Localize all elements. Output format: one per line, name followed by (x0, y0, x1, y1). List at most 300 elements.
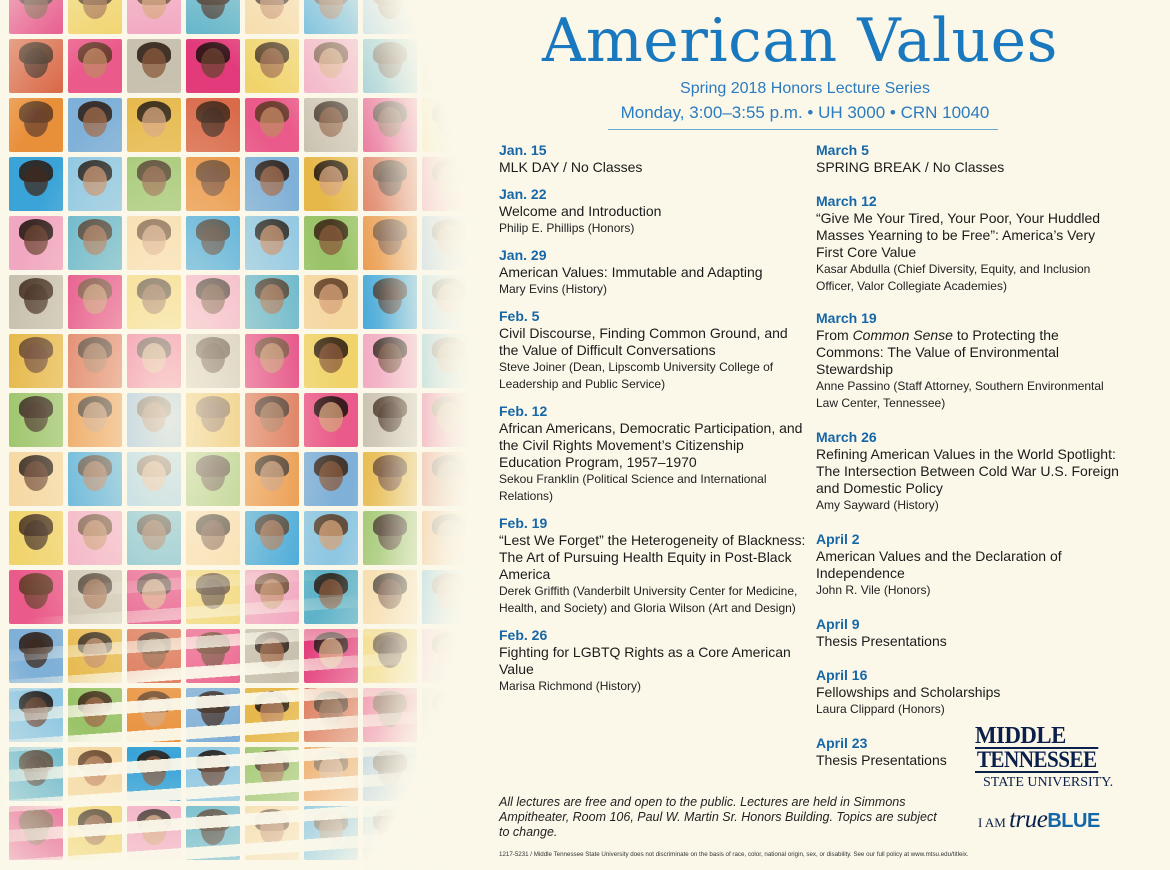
portrait-photo (363, 688, 417, 742)
portrait-face-shape (83, 225, 107, 255)
lecture-entry (816, 531, 1124, 599)
lecture-entry (499, 186, 807, 237)
portrait-photo (68, 39, 122, 93)
portrait-face-shape (83, 461, 107, 491)
portrait-photo (245, 629, 299, 683)
lecture-topic-italic: Common Sense (852, 327, 953, 343)
portrait-photo (245, 216, 299, 270)
portrait-face-shape (319, 48, 343, 78)
lecture-speaker: Sekou Franklin (Political Science and International Relations) (499, 472, 767, 503)
portrait-face-shape (319, 520, 343, 550)
portrait-face-shape (378, 107, 402, 137)
portrait-face-shape (437, 48, 461, 78)
portrait-photo (9, 452, 63, 506)
lecture-topic: “Lest We Forget” the Heterogeneity of Blackness: The Art of Pursuing Health Equity in Post-Black America (499, 532, 806, 582)
portrait-face-shape (201, 166, 225, 196)
portrait-face-shape (319, 697, 343, 727)
portrait-face-shape (201, 638, 225, 668)
portrait-face-shape (437, 756, 461, 786)
portrait-face-shape (319, 0, 343, 19)
portrait-photo (68, 98, 122, 152)
portrait-face-shape (142, 225, 166, 255)
lecture-topic: Fighting for LGBTQ Rights as a Core American Value (499, 644, 791, 677)
portrait-photo (127, 216, 181, 270)
tagline-blue: BLUE (1047, 810, 1100, 832)
portrait-face-shape (378, 520, 402, 550)
portrait-photo (304, 98, 358, 152)
portrait-face-shape (378, 697, 402, 727)
lecture-topic: Refining American Values in the World Spotlight: The Intersection Between Cold War U.S. Foreign and Domestic Policy (816, 446, 1119, 496)
portrait-face-shape (378, 461, 402, 491)
portrait-face-shape (437, 343, 461, 373)
portrait-photo (245, 452, 299, 506)
portrait-photo (9, 0, 63, 34)
portrait-photo (127, 98, 181, 152)
portrait-face-shape (24, 638, 48, 668)
portrait-photo (68, 0, 122, 34)
portrait-photo (9, 570, 63, 624)
portrait-face-shape (201, 815, 225, 845)
portrait-photo (9, 157, 63, 211)
portrait-face-shape (319, 402, 343, 432)
portrait-face-shape (24, 166, 48, 196)
portrait-photo (186, 570, 240, 624)
portrait-face-shape (260, 579, 284, 609)
portrait-photo (363, 334, 417, 388)
portrait-face-shape (260, 461, 284, 491)
portrait-photo (304, 452, 358, 506)
portrait-face-shape (201, 461, 225, 491)
portrait-face-shape (260, 225, 284, 255)
portrait-photo (127, 452, 181, 506)
tagline-i-am: I AM (978, 815, 1010, 830)
portrait-photo (68, 393, 122, 447)
portrait-photo (68, 747, 122, 801)
portrait-face-shape (142, 0, 166, 19)
portrait-photo (68, 570, 122, 624)
portrait-face-shape (142, 697, 166, 727)
true-blue-tagline (978, 806, 1128, 834)
lecture-topic-part: to Protecting the Commons: The Value of Environmental Stewardship (816, 327, 1060, 377)
portrait-photo (127, 334, 181, 388)
portrait-face-shape (201, 343, 225, 373)
lecture-topic: American Values and the Declaration of Independence (816, 548, 1062, 581)
lecture-speaker: Kasar Abdulla (Chief Diversity, Equity, and Inclusion Officer, Valor Collegiate Academies) (816, 262, 1091, 293)
portrait-photo (186, 688, 240, 742)
portrait-photo (363, 511, 417, 565)
lecture-topic: Fellowships and Scholarships (816, 684, 1001, 700)
portrait-photo (245, 39, 299, 93)
lecture-topic: MLK DAY / No Classes (499, 159, 643, 175)
portrait-face-shape (83, 756, 107, 786)
portrait-photo (9, 511, 63, 565)
portrait-photo (363, 39, 417, 93)
portrait-photo (9, 688, 63, 742)
lecture-entry (499, 308, 807, 393)
portrait-face-shape (437, 638, 461, 668)
portrait-face-shape (142, 48, 166, 78)
lecture-entry (816, 667, 1124, 718)
portrait-photo (68, 216, 122, 270)
portrait-face-shape (83, 520, 107, 550)
portrait-face-shape (201, 756, 225, 786)
portrait-photo (68, 629, 122, 683)
series-subtitle: Spring 2018 Honors Lecture Series (680, 80, 930, 97)
portrait-photo (9, 275, 63, 329)
portrait-face-shape (437, 461, 461, 491)
portrait-face-shape (24, 107, 48, 137)
portrait-photo (68, 511, 122, 565)
portrait-face-shape (378, 284, 402, 314)
portrait-face-shape (319, 107, 343, 137)
portrait-photo (363, 216, 417, 270)
logo-state-university: STATE UNIVERSITY. (983, 775, 1114, 790)
portrait-face-shape (378, 0, 402, 19)
portrait-photo (363, 747, 417, 801)
mtsu-logo (975, 725, 1125, 793)
lecture-date: Jan. 29 (499, 247, 547, 263)
portrait-face-shape (319, 638, 343, 668)
portrait-photo (245, 511, 299, 565)
portrait-face-shape (142, 284, 166, 314)
portrait-face-shape (201, 579, 225, 609)
portrait-photo (9, 747, 63, 801)
portrait-photo (304, 275, 358, 329)
portrait-face-shape (83, 343, 107, 373)
portrait-face-shape (378, 402, 402, 432)
portrait-face-shape (319, 225, 343, 255)
lecture-entry (499, 627, 807, 695)
portrait-face-shape (437, 107, 461, 137)
portrait-face-shape (201, 0, 225, 19)
portrait-photo (304, 157, 358, 211)
portrait-photo (422, 393, 476, 447)
portrait-face-shape (437, 0, 461, 19)
lecture-date: Feb. 12 (499, 403, 548, 419)
lecture-topic: SPRING BREAK / No Classes (816, 159, 1005, 175)
portrait-photo (245, 334, 299, 388)
portrait-face-shape (260, 697, 284, 727)
portrait-face-shape (201, 284, 225, 314)
portrait-photo (363, 806, 417, 860)
portrait-face-shape (83, 0, 107, 19)
portrait-photo (127, 806, 181, 860)
lecture-topic: American Values: Immutable and Adapting (499, 264, 763, 280)
portrait-photo (245, 393, 299, 447)
portrait-photo (127, 570, 181, 624)
portrait-photo (245, 570, 299, 624)
portrait-face-shape (437, 284, 461, 314)
lecture-entry (816, 193, 1124, 295)
portrait-face-shape (142, 166, 166, 196)
portrait-face-shape (142, 520, 166, 550)
portrait-face-shape (437, 225, 461, 255)
portrait-photo (363, 393, 417, 447)
portrait-photo (422, 747, 476, 801)
portrait-face-shape (83, 107, 107, 137)
footer-legal: 1217-5231 / Middle Tennessee State University does not discriminate on the basis of race, color, national origin, sex, or disability. See our full policy at www.mtsu.edu/titleix. (499, 851, 969, 858)
lecture-date: March 12 (816, 193, 877, 209)
portrait-photo (186, 157, 240, 211)
portrait-photo (363, 98, 417, 152)
portrait-face-shape (260, 638, 284, 668)
portrait-face-shape (378, 343, 402, 373)
tagline-true: true (1009, 806, 1048, 833)
portrait-photo (9, 216, 63, 270)
portrait-face-shape (83, 402, 107, 432)
portrait-face-shape (24, 815, 48, 845)
portrait-photo (422, 452, 476, 506)
logo-middle: MIDDLE (975, 723, 1066, 749)
portrait-photo (304, 806, 358, 860)
portrait-photo (186, 452, 240, 506)
portrait-photo (127, 747, 181, 801)
portrait-photo (422, 157, 476, 211)
portrait-face-shape (260, 343, 284, 373)
lecture-speaker: Steve Joiner (Dean, Lipscomb University College of Leadership and Public Service) (499, 360, 774, 391)
portrait-face-shape (83, 815, 107, 845)
portrait-face-shape (437, 697, 461, 727)
portrait-photo (68, 452, 122, 506)
lecture-topic: Civil Discourse, Finding Common Ground, and the Value of Difficult Conversations (499, 325, 788, 358)
portrait-face-shape (24, 461, 48, 491)
portrait-face-shape (83, 638, 107, 668)
portrait-face-shape (142, 579, 166, 609)
portrait-photo (9, 393, 63, 447)
portrait-face-shape (24, 402, 48, 432)
portrait-photo (304, 39, 358, 93)
portrait-face-shape (260, 284, 284, 314)
portrait-photo (422, 806, 476, 860)
portrait-photo (186, 747, 240, 801)
portrait-face-shape (142, 756, 166, 786)
portrait-face-shape (201, 48, 225, 78)
portrait-photo (68, 157, 122, 211)
header-divider (608, 129, 998, 130)
portrait-face-shape (24, 0, 48, 19)
portrait-photo (245, 98, 299, 152)
portrait-photo (186, 39, 240, 93)
portrait-photo (245, 0, 299, 34)
portrait-face-shape (83, 48, 107, 78)
lecture-entry (499, 515, 807, 617)
lecture-topic: Thesis Presentations (816, 752, 947, 768)
portrait-photo (68, 806, 122, 860)
portrait-face-shape (378, 579, 402, 609)
portrait-face-shape (378, 166, 402, 196)
portrait-face-shape (142, 343, 166, 373)
lecture-topic: African Americans, Democratic Participation, and the Civil Rights Movement’s Citizenship Education Program, 1957–1970 (499, 420, 803, 470)
portrait-face-shape (24, 48, 48, 78)
portrait-photo (304, 747, 358, 801)
portrait-face-shape (260, 402, 284, 432)
portrait-photo (304, 688, 358, 742)
portrait-face-shape (319, 756, 343, 786)
portrait-photo (9, 806, 63, 860)
portrait-photo (186, 629, 240, 683)
portrait-face-shape (83, 284, 107, 314)
portrait-face-shape (24, 520, 48, 550)
schedule-column-right (816, 142, 1124, 786)
lecture-date: Feb. 19 (499, 515, 548, 531)
portrait-photo (422, 39, 476, 93)
portrait-photo (304, 511, 358, 565)
portrait-face-shape (201, 225, 225, 255)
logo-tennessee: TENNESSEE (976, 747, 1097, 772)
portrait-photo (127, 688, 181, 742)
portrait-face-shape (24, 343, 48, 373)
portrait-photo (186, 216, 240, 270)
lecture-entry (499, 247, 807, 298)
portrait-photo (127, 157, 181, 211)
lecture-entry (816, 310, 1124, 412)
portrait-face-shape (201, 402, 225, 432)
portrait-face-shape (24, 697, 48, 727)
portrait-face-shape (260, 166, 284, 196)
portrait-face-shape (142, 638, 166, 668)
portrait-face-shape (83, 166, 107, 196)
portrait-face-shape (319, 815, 343, 845)
lecture-speaker: Philip E. Phillips (Honors) (499, 221, 635, 235)
lecture-date: April 9 (816, 616, 860, 632)
portrait-face-shape (319, 343, 343, 373)
lecture-entry (816, 616, 1124, 650)
portrait-face-shape (83, 579, 107, 609)
portrait-face-shape (142, 461, 166, 491)
portrait-face-shape (83, 697, 107, 727)
portrait-photo (127, 629, 181, 683)
portrait-photo (9, 39, 63, 93)
portrait-photo (363, 570, 417, 624)
lecture-date: Jan. 22 (499, 186, 547, 202)
portrait-face-shape (24, 756, 48, 786)
portrait-face-shape (378, 756, 402, 786)
portrait-face-shape (378, 815, 402, 845)
lecture-topic: Welcome and Introduction (499, 203, 662, 219)
portrait-photo (363, 275, 417, 329)
lecture-speaker: Laura Clippard (Honors) (816, 702, 945, 716)
lecture-date: Feb. 5 (499, 308, 540, 324)
portrait-photo (9, 629, 63, 683)
portrait-photo (363, 629, 417, 683)
portrait-face-shape (437, 402, 461, 432)
portrait-photo (304, 570, 358, 624)
lecture-speaker: Anne Passino (Staff Attorney, Southern Environmental Law Center, Tennessee) (816, 379, 1104, 410)
portrait-photo (127, 39, 181, 93)
lecture-speaker: John R. Vile (Honors) (816, 583, 931, 597)
portrait-photo (304, 216, 358, 270)
portrait-face-shape (260, 756, 284, 786)
portrait-photo (304, 393, 358, 447)
lecture-topic: Thesis Presentations (816, 633, 947, 649)
schedule-column-left (499, 142, 807, 705)
portrait-face-shape (142, 107, 166, 137)
lecture-speaker: Amy Sayward (History) (816, 498, 939, 512)
portrait-face-shape (437, 166, 461, 196)
portrait-photo (363, 452, 417, 506)
portrait-photo (245, 806, 299, 860)
portrait-photo (422, 98, 476, 152)
lecture-date: Feb. 26 (499, 627, 548, 643)
portrait-photo (422, 216, 476, 270)
lecture-topic-part: From (816, 327, 853, 343)
portrait-photo (68, 275, 122, 329)
portrait-photo (186, 393, 240, 447)
portrait-photo (422, 688, 476, 742)
lecture-date: April 16 (816, 667, 868, 683)
footer-note: All lectures are free and open to the public. Lectures are held in Simmons Ampitheater, Room 106, Paul W. Martin Sr. Honors Building. Topics are subject to change. (499, 795, 937, 839)
lecture-topic: “Give Me Your Tired, Your Poor, Your Huddled Masses Yearning to be Free”: America’s Very First Core Value (816, 210, 1101, 260)
portrait-photo (186, 275, 240, 329)
lecture-date: Jan. 15 (499, 142, 547, 158)
portrait-face-shape (24, 284, 48, 314)
lecture-date: March 5 (816, 142, 869, 158)
portrait-photo (422, 275, 476, 329)
portrait-photo (68, 334, 122, 388)
portrait-face-shape (319, 284, 343, 314)
schedule-details: Monday, 3:00–3:55 p.m. • UH 3000 • CRN 10040 (620, 103, 990, 122)
portrait-face-shape (437, 520, 461, 550)
lecture-topic (816, 327, 1124, 378)
portrait-face-shape (319, 579, 343, 609)
portrait-face-shape (437, 815, 461, 845)
portrait-face-shape (260, 48, 284, 78)
portrait-photo (245, 275, 299, 329)
portrait-photo (422, 0, 476, 34)
lecture-date: April 2 (816, 531, 860, 547)
portrait-face-shape (201, 697, 225, 727)
portrait-photo (304, 0, 358, 34)
portrait-face-shape (437, 579, 461, 609)
portrait-photo (422, 511, 476, 565)
portrait-face-shape (319, 166, 343, 196)
portrait-photo (186, 511, 240, 565)
lecture-speaker: Marisa Richmond (History) (499, 679, 642, 693)
portrait-photo (186, 334, 240, 388)
portrait-photo (127, 511, 181, 565)
portrait-face-shape (260, 0, 284, 19)
portrait-photo (245, 688, 299, 742)
portrait-face-shape (260, 815, 284, 845)
lecture-speaker: Derek Griffith (Vanderbilt University Center for Medicine, Health, and Society) and Gloria Wilson (Art and Design) (499, 584, 798, 615)
portrait-face-shape (378, 48, 402, 78)
portrait-photo (9, 334, 63, 388)
portrait-photo (245, 157, 299, 211)
portrait-photo (186, 806, 240, 860)
portrait-face-shape (142, 815, 166, 845)
portrait-photo (245, 747, 299, 801)
portrait-face-shape (142, 402, 166, 432)
portrait-face-shape (201, 107, 225, 137)
portrait-photo (422, 570, 476, 624)
photo-mosaic (0, 0, 480, 870)
lecture-date: March 26 (816, 429, 877, 445)
portrait-face-shape (201, 520, 225, 550)
portrait-photo (422, 629, 476, 683)
portrait-photo (363, 157, 417, 211)
portrait-photo (363, 0, 417, 34)
lecture-entry (499, 403, 807, 505)
portrait-face-shape (260, 520, 284, 550)
lecture-entry (499, 142, 807, 176)
portrait-photo (68, 688, 122, 742)
portrait-face-shape (378, 225, 402, 255)
lecture-entry (816, 142, 1124, 176)
portrait-face-shape (24, 225, 48, 255)
portrait-face-shape (378, 638, 402, 668)
lecture-speaker: Mary Evins (History) (499, 282, 608, 296)
portrait-photo (304, 629, 358, 683)
